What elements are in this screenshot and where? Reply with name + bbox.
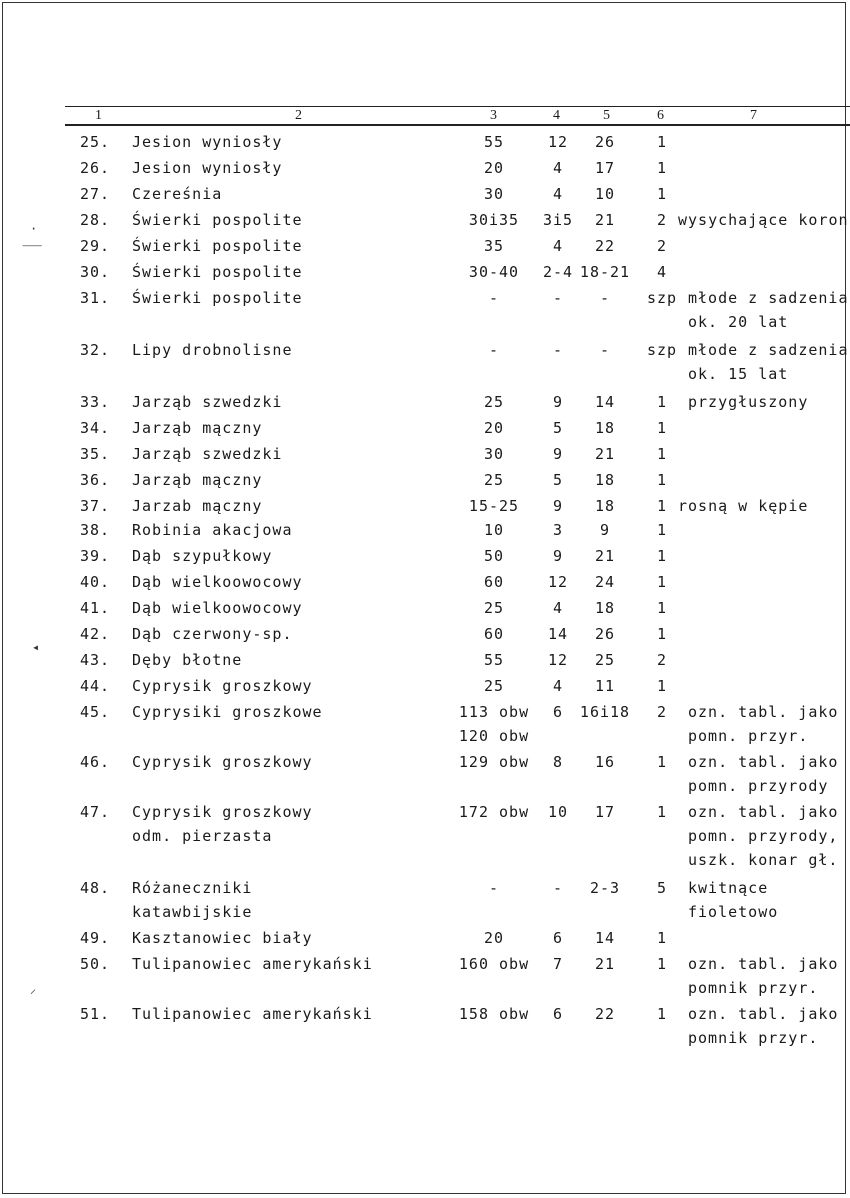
row-number: 50. — [80, 955, 111, 973]
circumference-value: 10 — [483, 521, 505, 539]
row-number: 44. — [80, 677, 111, 695]
count-value: 1 — [656, 445, 668, 463]
row-number: 41. — [80, 599, 111, 617]
column-header-6: 6 — [657, 108, 664, 123]
height-value: 17 — [594, 803, 616, 821]
crown-value: 8 — [552, 753, 564, 771]
count-value: 1 — [656, 929, 668, 947]
crown-value: 4 — [552, 185, 564, 203]
remarks-cont: pomn. przyr. — [688, 727, 809, 745]
circumference-value: 35 — [483, 237, 505, 255]
circumference-value: 113 obw — [458, 703, 530, 721]
species-name: Tulipanowiec amerykański — [132, 1005, 373, 1023]
species-name: Czereśnia — [132, 185, 223, 203]
row-number: 43. — [80, 651, 111, 669]
crown-value: 4 — [552, 237, 564, 255]
count-value: 1 — [656, 1005, 668, 1023]
height-value: 25 — [594, 651, 616, 669]
crown-value: 6 — [552, 703, 564, 721]
crown-value: 10 — [547, 803, 569, 821]
remarks: ozn. tabl. jako — [688, 1005, 839, 1023]
species-name: Kasztanowiec biały — [132, 929, 313, 947]
crown-value: 5 — [552, 419, 564, 437]
row-number: 35. — [80, 445, 111, 463]
height-value: 18 — [594, 599, 616, 617]
crown-value: 3 — [552, 521, 564, 539]
row-number: 51. — [80, 1005, 111, 1023]
circumference-value: - — [488, 341, 500, 359]
height-value: 2-3 — [589, 879, 621, 897]
crown-value: 9 — [552, 547, 564, 565]
row-number: 25. — [80, 133, 111, 151]
height-value: 18 — [594, 497, 616, 515]
circumference-value: 30-40 — [468, 263, 520, 281]
species-name: Świerki pospolite — [132, 289, 303, 307]
species-name: Tulipanowiec amerykański — [132, 955, 373, 973]
count-value: 1 — [656, 573, 668, 591]
count-value: 2 — [656, 703, 668, 721]
crown-value: 3i5 — [542, 211, 574, 229]
crown-value: 12 — [547, 133, 569, 151]
species-name: Jarząb szwedzki — [132, 445, 283, 463]
species-name-cont: katawbijskie — [132, 903, 253, 921]
scan-mark: ◂ — [32, 640, 40, 654]
remarks-cont: ok. 20 lat — [688, 313, 789, 331]
remarks: rosną w kępie — [678, 497, 809, 515]
height-value: - — [599, 341, 611, 359]
remarks: kwitnące — [688, 879, 769, 897]
row-number: 42. — [80, 625, 111, 643]
height-value: 16 — [594, 753, 616, 771]
circumference-value: 15-25 — [468, 497, 520, 515]
height-value: 21 — [594, 211, 616, 229]
count-value: szp — [646, 289, 678, 307]
column-header-5: 5 — [603, 108, 610, 123]
circumference-value: 129 obw — [458, 753, 530, 771]
row-number: 27. — [80, 185, 111, 203]
circumference-value: 55 — [483, 651, 505, 669]
circumference-value: 60 — [483, 573, 505, 591]
row-number: 29. — [80, 237, 111, 255]
remarks-cont: pomn. przyrody — [688, 777, 829, 795]
circumference-value: 25 — [483, 677, 505, 695]
scan-mark: ⸺ — [22, 238, 43, 252]
crown-value: 4 — [552, 677, 564, 695]
species-name: Dąb wielkoowocowy — [132, 599, 303, 617]
height-value: 10 — [594, 185, 616, 203]
circumference-value: 20 — [483, 159, 505, 177]
crown-value: - — [552, 341, 564, 359]
count-value: 2 — [656, 211, 668, 229]
height-value: 21 — [594, 547, 616, 565]
crown-value: - — [552, 289, 564, 307]
count-value: 1 — [656, 521, 668, 539]
species-name: Świerki pospolite — [132, 263, 303, 281]
count-value: 2 — [656, 237, 668, 255]
height-value: - — [599, 289, 611, 307]
row-number: 34. — [80, 419, 111, 437]
row-number: 49. — [80, 929, 111, 947]
column-header-3: 3 — [490, 108, 497, 123]
species-name: Jesion wyniosły — [132, 133, 283, 151]
height-value: 11 — [594, 677, 616, 695]
circumference-value: 20 — [483, 929, 505, 947]
row-number: 28. — [80, 211, 111, 229]
height-value: 18 — [594, 419, 616, 437]
circumference-value: 60 — [483, 625, 505, 643]
row-number: 45. — [80, 703, 111, 721]
species-name: Jarząb mączny — [132, 419, 263, 437]
row-number: 36. — [80, 471, 111, 489]
species-name: Dąb wielkoowocowy — [132, 573, 303, 591]
remarks: ozn. tabl. jako — [688, 753, 839, 771]
species-name: Jarząb mączny — [132, 471, 263, 489]
species-name: Jarząb szwedzki — [132, 393, 283, 411]
height-value: 21 — [594, 445, 616, 463]
species-name: Cyprysik groszkowy — [132, 753, 313, 771]
row-number: 38. — [80, 521, 111, 539]
remarks-cont: fioletowo — [688, 903, 779, 921]
remarks-cont: ok. 15 lat — [688, 365, 789, 383]
crown-value: 2-4 — [542, 263, 574, 281]
header-top-rule — [65, 106, 850, 107]
remarks: przygłuszony — [688, 393, 809, 411]
circumference-value: 30 — [483, 445, 505, 463]
remarks: ozn. tabl. jako — [688, 955, 839, 973]
column-header-7: 7 — [750, 108, 757, 123]
count-value: 1 — [656, 753, 668, 771]
count-value: 5 — [656, 879, 668, 897]
crown-value: 4 — [552, 599, 564, 617]
circumference-value: 20 — [483, 419, 505, 437]
header-bottom-rule — [65, 124, 850, 126]
crown-value: - — [552, 879, 564, 897]
crown-value: 14 — [547, 625, 569, 643]
remarks-cont: pomn. przyrody, — [688, 827, 839, 845]
count-value: 1 — [656, 803, 668, 821]
row-number: 26. — [80, 159, 111, 177]
height-value: 9 — [599, 521, 611, 539]
count-value: 2 — [656, 651, 668, 669]
circumference-value: 30 — [483, 185, 505, 203]
height-value: 26 — [594, 133, 616, 151]
circumference-value-cont: 120 obw — [458, 727, 530, 745]
scan-mark: ⸍ — [30, 987, 37, 1001]
crown-value: 9 — [552, 445, 564, 463]
column-header-2: 2 — [295, 108, 302, 123]
height-value: 21 — [594, 955, 616, 973]
column-header-4: 4 — [553, 108, 560, 123]
remarks: młode z sadzenia — [688, 341, 849, 359]
species-name: Dąb czerwony-sp. — [132, 625, 293, 643]
row-number: 32. — [80, 341, 111, 359]
species-name: Cyprysik groszkowy — [132, 803, 313, 821]
circumference-value: 25 — [483, 393, 505, 411]
row-number: 31. — [80, 289, 111, 307]
remarks-cont: pomnik przyr. — [688, 979, 819, 997]
circumference-value: 158 obw — [458, 1005, 530, 1023]
circumference-value: 25 — [483, 471, 505, 489]
count-value: 4 — [656, 263, 668, 281]
height-value: 18 — [594, 471, 616, 489]
height-value: 22 — [594, 1005, 616, 1023]
count-value: 1 — [656, 133, 668, 151]
height-value: 16i18 — [579, 703, 631, 721]
crown-value: 5 — [552, 471, 564, 489]
crown-value: 9 — [552, 393, 564, 411]
species-name: Jesion wyniosły — [132, 159, 283, 177]
height-value: 24 — [594, 573, 616, 591]
species-name: Świerki pospolite — [132, 237, 303, 255]
height-value: 26 — [594, 625, 616, 643]
crown-value: 7 — [552, 955, 564, 973]
count-value: szp — [646, 341, 678, 359]
row-number: 39. — [80, 547, 111, 565]
remarks-cont: pomnik przyr. — [688, 1029, 819, 1047]
count-value: 1 — [656, 185, 668, 203]
circumference-value: 55 — [483, 133, 505, 151]
remarks: młode z sadzenia — [688, 289, 849, 307]
count-value: 1 — [656, 625, 668, 643]
row-number: 46. — [80, 753, 111, 771]
species-name: Świerki pospolite — [132, 211, 303, 229]
column-header-1: 1 — [95, 108, 102, 123]
circumference-value: 25 — [483, 599, 505, 617]
height-value: 14 — [594, 393, 616, 411]
crown-value: 4 — [552, 159, 564, 177]
crown-value: 9 — [552, 497, 564, 515]
count-value: 1 — [656, 677, 668, 695]
remarks: ozn. tabl. jako — [688, 703, 839, 721]
circumference-value: 172 obw — [458, 803, 530, 821]
species-name: Cyprysik groszkowy — [132, 677, 313, 695]
row-number: 48. — [80, 879, 111, 897]
row-number: 47. — [80, 803, 111, 821]
row-number: 33. — [80, 393, 111, 411]
crown-value: 12 — [547, 651, 569, 669]
count-value: 1 — [656, 497, 668, 515]
crown-value: 6 — [552, 929, 564, 947]
count-value: 1 — [656, 471, 668, 489]
count-value: 1 — [656, 599, 668, 617]
height-value: 18-21 — [579, 263, 631, 281]
remarks: wysychające koron — [678, 211, 849, 229]
height-value: 14 — [594, 929, 616, 947]
crown-value: 6 — [552, 1005, 564, 1023]
species-name: Jarzab mączny — [132, 497, 263, 515]
count-value: 1 — [656, 393, 668, 411]
species-name: Lipy drobnolisne — [132, 341, 293, 359]
species-name: Cyprysiki groszkowe — [132, 703, 323, 721]
height-value: 17 — [594, 159, 616, 177]
circumference-value: - — [488, 289, 500, 307]
circumference-value: - — [488, 879, 500, 897]
circumference-value: 50 — [483, 547, 505, 565]
species-name: Robinia akacjowa — [132, 521, 293, 539]
row-number: 40. — [80, 573, 111, 591]
circumference-value: 30i35 — [468, 211, 520, 229]
row-number: 30. — [80, 263, 111, 281]
count-value: 1 — [656, 159, 668, 177]
row-number: 37. — [80, 497, 111, 515]
species-name-cont: odm. pierzasta — [132, 827, 273, 845]
count-value: 1 — [656, 419, 668, 437]
scan-mark: · — [30, 222, 38, 236]
remarks-cont: uszk. konar gł. — [688, 851, 839, 869]
crown-value: 12 — [547, 573, 569, 591]
species-name: Różaneczniki — [132, 879, 253, 897]
height-value: 22 — [594, 237, 616, 255]
species-name: Dąb szypułkowy — [132, 547, 273, 565]
count-value: 1 — [656, 955, 668, 973]
species-name: Dęby błotne — [132, 651, 243, 669]
count-value: 1 — [656, 547, 668, 565]
circumference-value: 160 obw — [458, 955, 530, 973]
remarks: ozn. tabl. jako — [688, 803, 839, 821]
